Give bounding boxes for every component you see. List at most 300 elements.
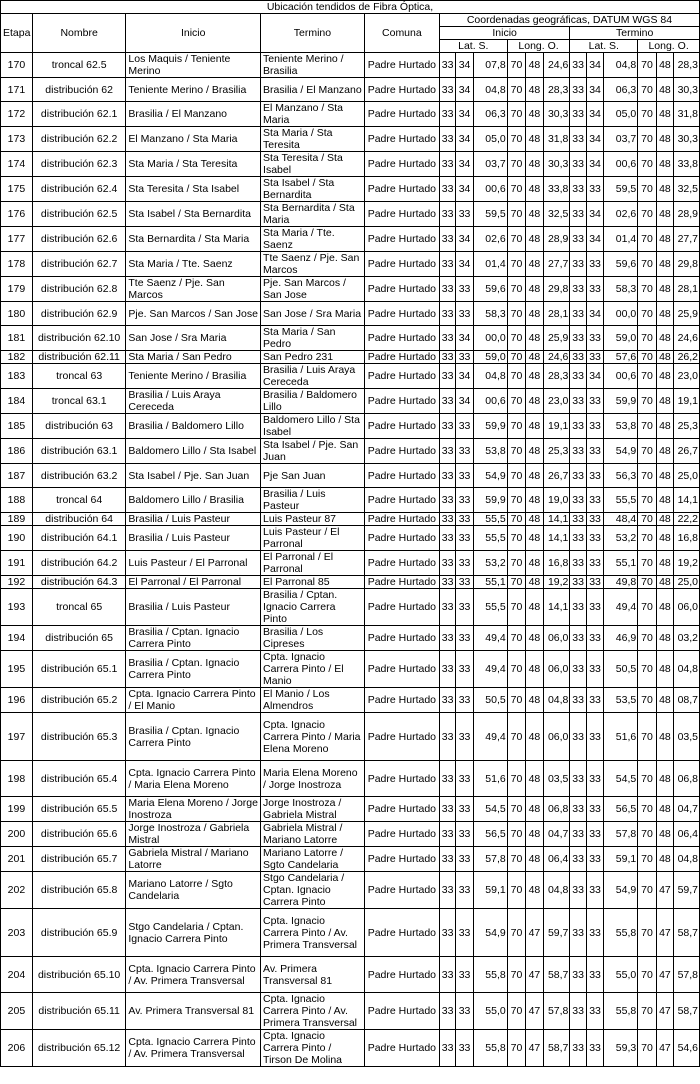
table-row [1, 351, 700, 364]
cell-long-sec-inicio: 57,8 [543, 993, 570, 1030]
table-title: Ubicación tendidos de Fibra Óptica, [1, 1, 700, 14]
cell-comuna: Padre Hurtado [364, 102, 439, 127]
cell-termino: San Pedro 231 [261, 351, 365, 364]
cell-long-deg-termino: 70 [638, 277, 657, 302]
cell-lat-sec-inicio: 55,1 [473, 576, 507, 589]
table-row [1, 688, 700, 713]
cell-long-sec-termino: 54,6 [674, 1030, 700, 1067]
cell-long-sec-termino: 06,4 [674, 822, 700, 847]
cell-lat-sec-termino: 49,8 [604, 576, 638, 589]
cell-long-deg-termino: 70 [638, 872, 657, 909]
cell-long-sec-inicio: 26,7 [543, 464, 570, 488]
cell-long-deg-termino: 70 [638, 1030, 657, 1067]
cell-lat-min-termino: 33 [586, 651, 603, 688]
cell-lat-deg-termino: 33 [570, 277, 586, 302]
cell-lat-sec-inicio: 50,5 [473, 688, 507, 713]
cell-long-sec-termino: 58,7 [674, 909, 700, 957]
cell-termino: Sta Isabel / Pje. San Juan [261, 439, 365, 464]
cell-lat-sec-termino: 59,1 [604, 847, 638, 872]
cell-long-deg-termino: 70 [638, 227, 657, 252]
cell-lat-min-termino: 33 [586, 277, 603, 302]
cell-inicio: Teniente Merino / Brasilia [126, 78, 261, 102]
cell-long-min-termino: 48 [656, 688, 673, 713]
cell-lat-deg-inicio: 33 [439, 513, 455, 526]
cell-long-min-termino: 48 [656, 651, 673, 688]
cell-inicio: Brasilia / Luis Pasteur [126, 513, 261, 526]
cell-inicio: Gabriela Mistral / Mariano Latorre [126, 847, 261, 872]
cell-lat-deg-termino: 33 [570, 351, 586, 364]
cell-lat-min-inicio: 34 [456, 177, 473, 202]
cell-long-deg-inicio: 70 [507, 847, 526, 872]
cell-nombre: distribución 62.5 [32, 202, 126, 227]
cell-lat-min-termino: 34 [586, 102, 603, 127]
cell-long-min-termino: 48 [656, 464, 673, 488]
cell-lat-sec-termino: 48,4 [604, 513, 638, 526]
cell-termino: El Parronal 85 [261, 576, 365, 589]
cell-inicio: Av. Primera Transversal 81 [126, 993, 261, 1030]
cell-lat-sec-termino: 56,5 [604, 797, 638, 822]
cell-lat-sec-termino: 54,5 [604, 761, 638, 797]
cell-comuna: Padre Hurtado [364, 302, 439, 326]
cell-comuna: Padre Hurtado [364, 513, 439, 526]
cell-termino: Mariano Latorre / Sgto Candelaria [261, 847, 365, 872]
cell-lat-deg-inicio: 33 [439, 993, 455, 1030]
table-row [1, 526, 700, 551]
cell-lat-sec-inicio: 54,5 [473, 797, 507, 822]
cell-long-sec-inicio: 16,8 [543, 551, 570, 576]
cell-long-sec-termino: 29,8 [674, 252, 700, 277]
table-row [1, 761, 700, 797]
cell-lat-min-termino: 33 [586, 414, 603, 439]
cell-inicio: Brasilia / Luis Pasteur [126, 526, 261, 551]
cell-lat-sec-inicio: 06,3 [473, 102, 507, 127]
table-row [1, 439, 700, 464]
table-row [1, 847, 700, 872]
cell-inicio: Brasilia / Cptan. Ignacio Carrera Pinto [126, 713, 261, 761]
cell-lat-min-termino: 33 [586, 957, 603, 993]
cell-lat-min-termino: 33 [586, 993, 603, 1030]
cell-nombre: distribución 64.3 [32, 576, 126, 589]
cell-long-deg-inicio: 70 [507, 464, 526, 488]
cell-lat-sec-inicio: 04,8 [473, 78, 507, 102]
cell-long-deg-inicio: 70 [507, 576, 526, 589]
cell-lat-min-inicio: 33 [456, 302, 473, 326]
cell-nombre: distribución 62.6 [32, 227, 126, 252]
cell-etapa: 173 [1, 127, 33, 152]
cell-comuna: Padre Hurtado [364, 1030, 439, 1067]
cell-etapa: 195 [1, 651, 33, 688]
cell-etapa: 194 [1, 626, 33, 651]
cell-inicio: Tte Saenz / Pje. San Marcos [126, 277, 261, 302]
cell-long-sec-inicio: 28,9 [543, 227, 570, 252]
cell-termino: Tte Saenz / Pje. San Marcos [261, 252, 365, 277]
cell-long-min-inicio: 48 [526, 526, 543, 551]
cell-lat-sec-termino: 57,8 [604, 822, 638, 847]
cell-lat-deg-termino: 33 [570, 177, 586, 202]
cell-comuna: Padre Hurtado [364, 364, 439, 389]
cell-lat-sec-inicio: 59,9 [473, 488, 507, 513]
cell-long-sec-termino: 22,2 [674, 513, 700, 526]
cell-long-min-inicio: 48 [526, 227, 543, 252]
cell-inicio: Sta Bernardita / Sta Maria [126, 227, 261, 252]
header-coord-termino: Termino [570, 27, 700, 40]
cell-lat-min-termino: 33 [586, 252, 603, 277]
cell-long-deg-inicio: 70 [507, 957, 526, 993]
cell-nombre: distribución 62.9 [32, 302, 126, 326]
cell-lat-deg-termino: 33 [570, 576, 586, 589]
cell-long-min-inicio: 48 [526, 389, 543, 414]
cell-long-sec-inicio: 58,7 [543, 1030, 570, 1067]
cell-long-sec-termino: 59,7 [674, 872, 700, 909]
cell-long-min-inicio: 48 [526, 152, 543, 177]
cell-lat-min-inicio: 33 [456, 202, 473, 227]
cell-etapa: 170 [1, 53, 33, 78]
cell-long-min-termino: 48 [656, 53, 673, 78]
cell-nombre: distribución 63.2 [32, 464, 126, 488]
cell-long-deg-termino: 70 [638, 389, 657, 414]
cell-long-deg-termino: 70 [638, 551, 657, 576]
cell-long-sec-termino: 32,5 [674, 177, 700, 202]
cell-long-min-inicio: 48 [526, 872, 543, 909]
cell-lat-deg-termino: 33 [570, 1030, 586, 1067]
cell-lat-sec-inicio: 55,8 [473, 957, 507, 993]
cell-lat-min-termino: 33 [586, 177, 603, 202]
cell-long-min-inicio: 48 [526, 277, 543, 302]
cell-comuna: Padre Hurtado [364, 576, 439, 589]
cell-inicio: Brasilia / Luis Pasteur [126, 589, 261, 626]
cell-lat-sec-inicio: 57,8 [473, 847, 507, 872]
cell-long-deg-inicio: 70 [507, 78, 526, 102]
cell-lat-sec-inicio: 53,2 [473, 551, 507, 576]
cell-termino: Luis Pasteur / El Parronal [261, 526, 365, 551]
cell-lat-sec-termino: 05,0 [604, 102, 638, 127]
cell-long-deg-inicio: 70 [507, 177, 526, 202]
cell-lat-sec-inicio: 01,4 [473, 252, 507, 277]
cell-lat-deg-inicio: 33 [439, 688, 455, 713]
cell-nombre: distribución 64.2 [32, 551, 126, 576]
table-row [1, 589, 700, 626]
cell-long-deg-inicio: 70 [507, 1030, 526, 1067]
cell-etapa: 205 [1, 993, 33, 1030]
cell-lat-min-termino: 34 [586, 227, 603, 252]
cell-inicio: Sta Teresita / Sta Isabel [126, 177, 261, 202]
cell-long-sec-inicio: 19,2 [543, 576, 570, 589]
cell-long-min-termino: 47 [656, 872, 673, 909]
cell-long-min-inicio: 48 [526, 626, 543, 651]
cell-inicio: Brasilia / Cptan. Ignacio Carrera Pinto [126, 651, 261, 688]
cell-long-deg-termino: 70 [638, 364, 657, 389]
cell-long-deg-termino: 70 [638, 464, 657, 488]
cell-lat-deg-inicio: 33 [439, 78, 455, 102]
cell-long-deg-termino: 70 [638, 488, 657, 513]
cell-lat-deg-termino: 33 [570, 227, 586, 252]
cell-lat-deg-inicio: 33 [439, 302, 455, 326]
cell-lat-min-inicio: 33 [456, 713, 473, 761]
cell-lat-deg-termino: 33 [570, 252, 586, 277]
cell-termino: Baldomero Lillo / Sta Isabel [261, 414, 365, 439]
cell-long-sec-termino: 06,8 [674, 761, 700, 797]
cell-comuna: Padre Hurtado [364, 227, 439, 252]
table-row [1, 464, 700, 488]
cell-lat-sec-termino: 00,6 [604, 364, 638, 389]
cell-nombre: distribución 62.11 [32, 351, 126, 364]
cell-long-sec-termino: 58,7 [674, 993, 700, 1030]
cell-inicio: Los Maquis / Teniente Merino [126, 53, 261, 78]
cell-inicio: Stgo Candelaria / Cptan. Ignacio Carrera Pinto [126, 909, 261, 957]
cell-comuna: Padre Hurtado [364, 651, 439, 688]
cell-lat-deg-termino: 33 [570, 102, 586, 127]
header-comuna: Comuna [364, 14, 439, 53]
cell-long-sec-termino: 03,2 [674, 626, 700, 651]
cell-lat-deg-inicio: 33 [439, 488, 455, 513]
cell-lat-min-inicio: 34 [456, 389, 473, 414]
cell-long-min-termino: 48 [656, 526, 673, 551]
cell-long-deg-termino: 70 [638, 589, 657, 626]
cell-lat-sec-inicio: 00,0 [473, 326, 507, 351]
cell-long-sec-inicio: 03,5 [543, 761, 570, 797]
cell-lat-sec-termino: 06,3 [604, 78, 638, 102]
cell-lat-sec-termino: 55,8 [604, 909, 638, 957]
cell-lat-min-termino: 33 [586, 488, 603, 513]
cell-lat-min-termino: 33 [586, 513, 603, 526]
cell-long-min-inicio: 48 [526, 551, 543, 576]
cell-long-deg-termino: 70 [638, 326, 657, 351]
cell-long-deg-inicio: 70 [507, 152, 526, 177]
cell-lat-sec-termino: 59,3 [604, 1030, 638, 1067]
cell-long-min-inicio: 48 [526, 651, 543, 688]
cell-lat-sec-termino: 57,6 [604, 351, 638, 364]
cell-long-deg-inicio: 70 [507, 102, 526, 127]
cell-lat-deg-inicio: 33 [439, 53, 455, 78]
cell-lat-min-inicio: 33 [456, 414, 473, 439]
cell-lat-deg-inicio: 33 [439, 1030, 455, 1067]
cell-long-deg-inicio: 70 [507, 277, 526, 302]
cell-long-min-termino: 47 [656, 957, 673, 993]
cell-long-sec-termino: 23,0 [674, 364, 700, 389]
cell-etapa: 180 [1, 302, 33, 326]
cell-nombre: distribución 62.8 [32, 277, 126, 302]
cell-lat-deg-termino: 33 [570, 326, 586, 351]
cell-lat-min-inicio: 34 [456, 127, 473, 152]
cell-nombre: distribución 65.10 [32, 957, 126, 993]
cell-long-sec-termino: 31,8 [674, 102, 700, 127]
table-row [1, 1030, 700, 1067]
cell-long-sec-inicio: 06,0 [543, 626, 570, 651]
cell-lat-sec-termino: 50,5 [604, 651, 638, 688]
cell-comuna: Padre Hurtado [364, 389, 439, 414]
cell-lat-deg-termino: 33 [570, 389, 586, 414]
cell-long-sec-inicio: 28,1 [543, 302, 570, 326]
cell-lat-sec-termino: 53,2 [604, 526, 638, 551]
table-row [1, 872, 700, 909]
cell-long-min-inicio: 48 [526, 326, 543, 351]
cell-inicio: Cpta. Ignacio Carrera Pinto / Av. Primera Transversal [126, 1030, 261, 1067]
cell-long-deg-termino: 70 [638, 651, 657, 688]
table-row [1, 252, 700, 277]
cell-lat-deg-termino: 33 [570, 589, 586, 626]
cell-lat-min-termino: 33 [586, 761, 603, 797]
cell-long-min-termino: 48 [656, 78, 673, 102]
cell-long-min-termino: 48 [656, 277, 673, 302]
header-lat-termino: Lat. S. [570, 40, 638, 53]
cell-lat-sec-termino: 49,4 [604, 589, 638, 626]
cell-long-min-inicio: 48 [526, 464, 543, 488]
cell-lat-sec-inicio: 59,5 [473, 202, 507, 227]
cell-lat-min-inicio: 33 [456, 797, 473, 822]
table-row [1, 152, 700, 177]
cell-lat-deg-termino: 33 [570, 152, 586, 177]
cell-lat-deg-inicio: 33 [439, 277, 455, 302]
header-termino: Termino [261, 14, 365, 53]
cell-long-sec-inicio: 24,6 [543, 53, 570, 78]
cell-lat-deg-inicio: 33 [439, 439, 455, 464]
cell-termino: Maria Elena Moreno / Jorge Inostroza [261, 761, 365, 797]
cell-comuna: Padre Hurtado [364, 127, 439, 152]
cell-etapa: 191 [1, 551, 33, 576]
cell-termino: Teniente Merino / Brasilia [261, 53, 365, 78]
cell-inicio: Baldomero Lillo / Brasilia [126, 488, 261, 513]
cell-lat-deg-inicio: 33 [439, 202, 455, 227]
cell-nombre: distribución 62.4 [32, 177, 126, 202]
cell-termino: Brasilia / Luis Pasteur [261, 488, 365, 513]
cell-lat-deg-termino: 33 [570, 439, 586, 464]
cell-long-deg-termino: 70 [638, 847, 657, 872]
table-row [1, 651, 700, 688]
cell-lat-deg-termino: 33 [570, 761, 586, 797]
cell-long-sec-inicio: 04,7 [543, 822, 570, 847]
cell-comuna: Padre Hurtado [364, 252, 439, 277]
cell-inicio: Cpta. Ignacio Carrera Pinto / Maria Elena Moreno [126, 761, 261, 797]
cell-long-sec-termino: 14,1 [674, 488, 700, 513]
cell-lat-deg-termino: 33 [570, 651, 586, 688]
cell-long-min-termino: 48 [656, 414, 673, 439]
cell-long-min-termino: 48 [656, 822, 673, 847]
cell-lat-sec-termino: 56,3 [604, 464, 638, 488]
cell-lat-deg-termino: 33 [570, 526, 586, 551]
cell-long-min-termino: 48 [656, 589, 673, 626]
cell-lat-deg-inicio: 33 [439, 761, 455, 797]
cell-nombre: distribución 65.12 [32, 1030, 126, 1067]
cell-termino: Sta Bernardita / Sta Maria [261, 202, 365, 227]
cell-inicio: Cpta. Ignacio Carrera Pinto / Av. Primera Transversal [126, 957, 261, 993]
table-row [1, 957, 700, 993]
cell-etapa: 181 [1, 326, 33, 351]
cell-comuna: Padre Hurtado [364, 277, 439, 302]
cell-long-deg-inicio: 70 [507, 202, 526, 227]
cell-long-deg-termino: 70 [638, 302, 657, 326]
cell-etapa: 201 [1, 847, 33, 872]
cell-long-min-inicio: 48 [526, 513, 543, 526]
cell-long-sec-termino: 30,3 [674, 127, 700, 152]
cell-long-deg-inicio: 70 [507, 589, 526, 626]
cell-lat-deg-inicio: 33 [439, 909, 455, 957]
cell-termino: Sta Maria / Sta Teresita [261, 127, 365, 152]
cell-etapa: 193 [1, 589, 33, 626]
cell-long-deg-inicio: 70 [507, 993, 526, 1030]
cell-long-deg-inicio: 70 [507, 651, 526, 688]
cell-lat-min-termino: 34 [586, 202, 603, 227]
cell-nombre: distribución 64 [32, 513, 126, 526]
cell-long-deg-termino: 70 [638, 526, 657, 551]
cell-lat-sec-termino: 55,8 [604, 993, 638, 1030]
cell-long-sec-inicio: 19,0 [543, 488, 570, 513]
cell-long-sec-inicio: 25,3 [543, 439, 570, 464]
cell-termino: Jorge Inostroza / Gabriela Mistral [261, 797, 365, 822]
cell-lat-deg-termino: 33 [570, 202, 586, 227]
cell-lat-deg-termino: 33 [570, 957, 586, 993]
cell-lat-min-termino: 34 [586, 53, 603, 78]
cell-lat-min-inicio: 34 [456, 53, 473, 78]
cell-long-sec-termino: 28,9 [674, 202, 700, 227]
cell-lat-min-inicio: 33 [456, 351, 473, 364]
cell-lat-min-termino: 33 [586, 351, 603, 364]
cell-lat-sec-inicio: 59,1 [473, 872, 507, 909]
cell-lat-sec-termino: 53,8 [604, 414, 638, 439]
cell-etapa: 192 [1, 576, 33, 589]
cell-lat-min-inicio: 33 [456, 993, 473, 1030]
cell-long-min-termino: 47 [656, 993, 673, 1030]
cell-lat-deg-termino: 33 [570, 513, 586, 526]
table-row [1, 326, 700, 351]
cell-lat-min-termino: 33 [586, 797, 603, 822]
cell-inicio: Sta Maria / San Pedro [126, 351, 261, 364]
cell-nombre: distribución 65.7 [32, 847, 126, 872]
cell-long-sec-termino: 06,0 [674, 589, 700, 626]
cell-long-min-termino: 47 [656, 909, 673, 957]
cell-lat-deg-termino: 33 [570, 797, 586, 822]
cell-comuna: Padre Hurtado [364, 351, 439, 364]
cell-lat-deg-inicio: 33 [439, 102, 455, 127]
cell-long-min-inicio: 48 [526, 127, 543, 152]
cell-lat-min-termino: 33 [586, 526, 603, 551]
cell-long-min-inicio: 47 [526, 909, 543, 957]
cell-lat-sec-inicio: 00,6 [473, 177, 507, 202]
cell-inicio: San Jose / Sra Maria [126, 326, 261, 351]
cell-long-sec-inicio: 04,8 [543, 688, 570, 713]
cell-long-sec-inicio: 24,6 [543, 351, 570, 364]
header-inicio: Inicio [126, 14, 261, 53]
cell-long-min-termino: 48 [656, 227, 673, 252]
cell-long-sec-termino: 25,0 [674, 576, 700, 589]
cell-etapa: 172 [1, 102, 33, 127]
table-row [1, 78, 700, 102]
cell-lat-sec-termino: 46,9 [604, 626, 638, 651]
table-row [1, 797, 700, 822]
cell-long-sec-inicio: 25,9 [543, 326, 570, 351]
cell-long-deg-termino: 70 [638, 152, 657, 177]
cell-lat-deg-inicio: 33 [439, 177, 455, 202]
cell-lat-min-inicio: 33 [456, 651, 473, 688]
table-row [1, 822, 700, 847]
cell-nombre: distribución 62.2 [32, 127, 126, 152]
cell-long-sec-termino: 25,3 [674, 414, 700, 439]
cell-termino: El Manzano / Sta Maria [261, 102, 365, 127]
cell-long-min-inicio: 48 [526, 439, 543, 464]
cell-long-min-inicio: 48 [526, 847, 543, 872]
cell-long-min-termino: 48 [656, 847, 673, 872]
cell-long-sec-inicio: 14,1 [543, 589, 570, 626]
cell-long-deg-termino: 70 [638, 102, 657, 127]
cell-lat-min-inicio: 33 [456, 688, 473, 713]
cell-etapa: 184 [1, 389, 33, 414]
cell-comuna: Padre Hurtado [364, 526, 439, 551]
cell-long-min-termino: 48 [656, 797, 673, 822]
cell-long-min-termino: 48 [656, 576, 673, 589]
cell-long-sec-inicio: 06,0 [543, 713, 570, 761]
cell-long-sec-termino: 27,7 [674, 227, 700, 252]
cell-lat-deg-inicio: 33 [439, 526, 455, 551]
cell-long-deg-termino: 70 [638, 822, 657, 847]
